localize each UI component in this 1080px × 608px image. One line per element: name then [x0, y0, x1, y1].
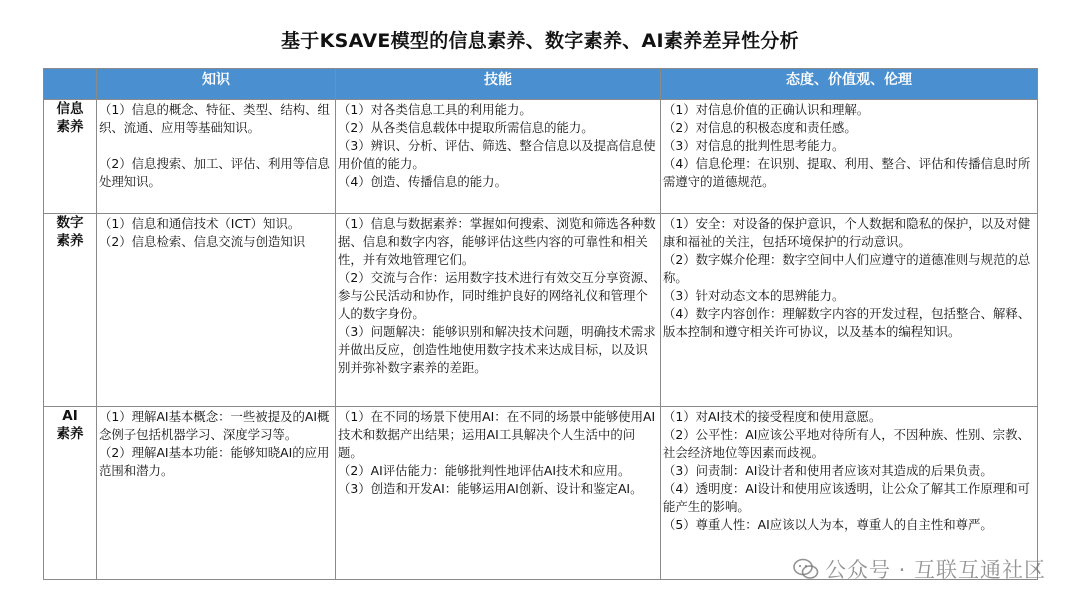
cell-paragraph: （1）信息的概念、特征、类型、结构、组织、流通、应用等基础知识。: [99, 102, 330, 135]
cell-knowledge: [97, 214, 336, 407]
row-label-line: 数字: [56, 215, 84, 231]
cell-skills: [336, 100, 661, 214]
cell-paragraph: （3）创造和开发AI：能够运用AI创新、设计和鉴定AI。: [338, 481, 643, 496]
cell-skills: [336, 214, 661, 407]
cell-paragraph: （5）尊重人性：AI应该以人为本，尊重人的自主性和尊严。: [663, 517, 993, 532]
cell-knowledge: [97, 407, 336, 580]
cell-paragraph: （4）信息伦理：在识别、提取、利用、整合、评估和传播信息时所需遵守的道德规范。: [663, 156, 1031, 189]
cell-paragraph: （2）信息检索、信息交流与创造知识: [99, 234, 306, 249]
cell-paragraph: （3）问责制：AI设计者和使用者应该对其造成的后果负责。: [663, 463, 993, 478]
cell-paragraph: （3）对信息的批判性思考能力。: [663, 138, 845, 153]
row-label-ai-literacy: [44, 407, 97, 580]
cell-paragraph: （2）理解AI基本功能：能够知晓AI的应用范围和潜力。: [99, 445, 330, 478]
cell-paragraph: （2）对信息的积极态度和责任感。: [663, 120, 857, 135]
table-header-row: [44, 69, 1038, 100]
cell-paragraph: （3）辨识、分析、评估、筛选、整合信息以及提高信息使用价值的能力。: [338, 138, 656, 171]
row-label-line: AI: [62, 408, 78, 424]
header-corner: [44, 69, 97, 100]
cell-paragraph: （1）对AI技术的接受程度和使用意愿。: [663, 409, 882, 424]
cell-paragraph: （1）信息与数据素养：掌握如何搜索、浏览和筛选各种数据、信息和数字内容，能够评估这些内容的可靠性和相关性，并有效地管理它们。: [338, 216, 656, 267]
cell-paragraph: （3）针对动态文本的思辨能力。: [663, 288, 845, 303]
cell-paragraph: （2）数字媒介伦理：数字空间中人们应遵守的道德准则与规范的总称。: [663, 252, 1031, 285]
header-skills: 技能: [336, 69, 661, 100]
cell-attitudes: [661, 214, 1038, 407]
cell-paragraph: （2）信息搜索、加工、评估、利用等信息处理知识。: [99, 156, 330, 189]
cell-paragraph: （2）公平性：AI应该公平地对待所有人，不因种族、性别、宗教、社会经济地位等因素而歧视。: [663, 427, 1030, 460]
cell-paragraph: （2）交流与合作：运用数字技术进行有效交互分享资源、参与公民活动和协作，同时维护良好的网络礼仪和管理个人的数字身份。: [338, 270, 656, 321]
cell-attitudes: [661, 100, 1038, 214]
cell-paragraph: （2）AI评估能力：能够批判性地评估AI技术和应用。: [338, 463, 631, 478]
table-row-ai-literacy: [44, 407, 1038, 580]
row-label-digital-literacy: [44, 214, 97, 407]
table-row-digital-literacy: [44, 214, 1038, 407]
watermark-text: 公众号 · 互联互通社区: [824, 558, 1046, 582]
page-title: 基于KSAVE模型的信息素养、数字素养、AI素养差异性分析: [281, 30, 799, 52]
header-attitudes: 态度、价值观、伦理: [661, 69, 1038, 100]
cell-paragraph: （3）问题解决：能够识别和解决技术问题，明确技术需求并做出反应，创造性地使用数字技术来达成目标，以及识别并弥补数字素养的差距。: [338, 324, 656, 375]
row-label-line: 信息: [56, 101, 84, 117]
cell-paragraph: （1）对各类信息工具的利用能力。: [338, 102, 532, 117]
cell-paragraph: （1）在不同的场景下使用AI：在不同的场景中能够使用AI技术和数据产出结果；运用AI工具解决个人生活中的问题。: [338, 409, 656, 460]
cell-paragraph: （4）透明度：AI设计和使用应该透明，让公众了解其工作原理和可能产生的影响。: [663, 481, 1030, 514]
cell-paragraph: （2）从各类信息载体中提取所需信息的能力。: [338, 120, 594, 135]
cell-paragraph: （4）创造、传播信息的能力。: [338, 174, 507, 189]
cell-attitudes: [661, 407, 1038, 580]
cell-paragraph: （4）数字内容创作：理解数字内容的开发过程，包括整合、解释、版本控制和遵守相关许可协议，以及基本的编程知识。: [663, 306, 1031, 339]
row-label-info-literacy: [44, 100, 97, 214]
cell-paragraph: （1）理解AI基本概念：一些被提及的AI概念例子包括机器学习、深度学习等。: [99, 409, 330, 442]
cell-paragraph: （1）信息和通信技术（ICT）知识。: [99, 216, 301, 231]
row-label-line: 素养: [56, 119, 84, 135]
row-label-line: 素养: [56, 233, 84, 249]
paragraph-spacer: [99, 137, 333, 155]
row-label-line: 素养: [56, 426, 84, 442]
cell-skills: [336, 407, 661, 580]
table-row-info-literacy: [44, 100, 1038, 214]
cell-knowledge: [97, 100, 336, 214]
header-knowledge: 知识: [97, 69, 336, 100]
cell-paragraph: （1）安全：对设备的保护意识，个人数据和隐私的保护，以及对健康和福祉的关注，包括环境保护的行动意识。: [663, 216, 1031, 249]
comparison-table: [43, 68, 1038, 580]
cell-paragraph: （1）对信息价值的正确认识和理解。: [663, 102, 870, 117]
